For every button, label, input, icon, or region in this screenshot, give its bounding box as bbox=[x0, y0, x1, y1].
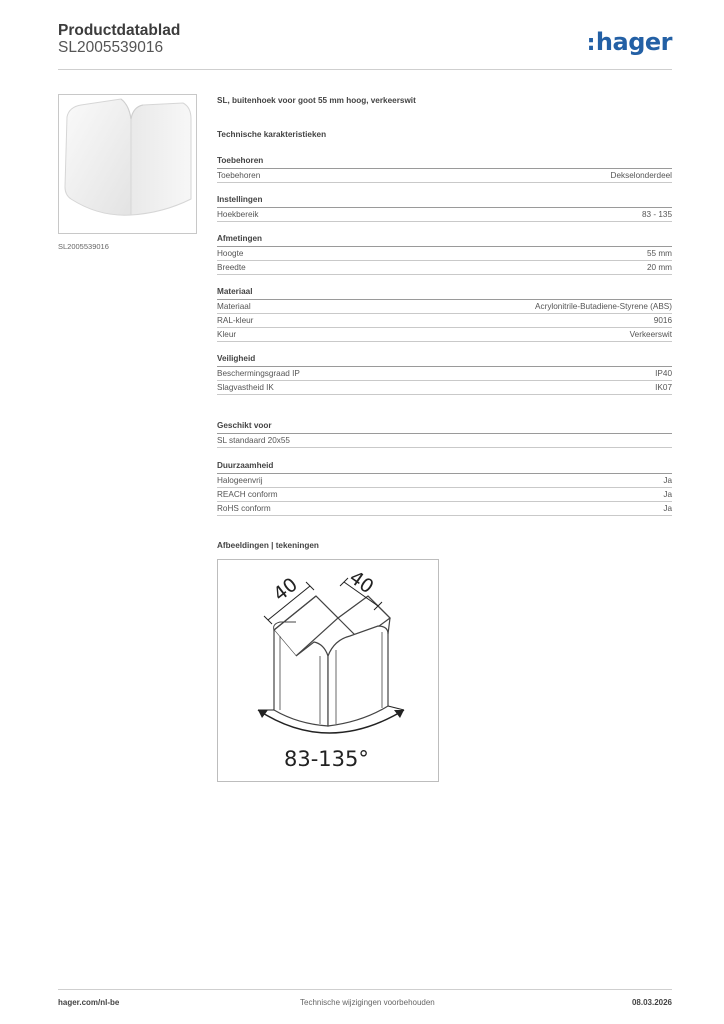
section-title: Duurzaamheid bbox=[217, 460, 672, 474]
header-divider bbox=[58, 69, 672, 70]
spec-row bbox=[217, 502, 672, 516]
spec-value: IK07 bbox=[655, 383, 672, 392]
spec-label: Hoogte bbox=[217, 249, 244, 258]
footer-disclaimer: Technische wijzigingen voorbehouden bbox=[300, 998, 435, 1007]
footer-divider bbox=[58, 989, 672, 990]
image-caption: SL2005539016 bbox=[58, 242, 109, 251]
spec-row bbox=[217, 208, 672, 222]
spec-row bbox=[217, 367, 672, 381]
section-afmetingen bbox=[217, 233, 672, 275]
spec-value: IP40 bbox=[655, 369, 672, 378]
section-veiligheid bbox=[217, 353, 672, 395]
spec-row bbox=[217, 169, 672, 183]
spec-row bbox=[217, 247, 672, 261]
page-title: Productdatablad bbox=[58, 22, 181, 39]
section-materiaal bbox=[217, 286, 672, 342]
footer-website-link[interactable]: hager.com/nl-be bbox=[58, 998, 120, 1007]
section-title: Instellingen bbox=[217, 194, 672, 208]
hager-logo[interactable] bbox=[587, 28, 672, 56]
spec-label: Toebehoren bbox=[217, 171, 261, 180]
product-code: SL2005539016 bbox=[58, 39, 164, 56]
spec-row bbox=[217, 261, 672, 275]
section-title: Materiaal bbox=[217, 286, 672, 300]
logo-dots-icon: : bbox=[586, 31, 595, 56]
spec-label: Kleur bbox=[217, 330, 237, 339]
spec-label: Breedte bbox=[217, 263, 246, 272]
spec-value: Acrylonitrile-Butadiene-Styrene (ABS) bbox=[535, 302, 672, 311]
section-title: Geschikt voor bbox=[217, 420, 672, 434]
technical-drawing bbox=[217, 559, 439, 782]
spec-value: 83 - 135 bbox=[641, 210, 672, 219]
section-geschikt-voor bbox=[217, 420, 672, 448]
product-description: SL, buitenhoek voor goot 55 mm hoog, verkeerswit bbox=[217, 96, 416, 105]
spec-value: Ja bbox=[663, 476, 672, 485]
spec-label: Halogeenvrij bbox=[217, 476, 263, 485]
spec-value: 20 mm bbox=[646, 263, 672, 272]
spec-label: SL standaard 20x55 bbox=[217, 436, 290, 445]
spec-value: 9016 bbox=[653, 316, 672, 325]
dimension-drawing-icon bbox=[218, 560, 438, 781]
section-title: Afmetingen bbox=[217, 233, 672, 247]
spec-row bbox=[217, 328, 672, 342]
spec-row bbox=[217, 474, 672, 488]
spec-label: RoHS conform bbox=[217, 504, 271, 513]
spec-value: 55 mm bbox=[646, 249, 672, 258]
section-duurzaamheid bbox=[217, 460, 672, 516]
section-title: Toebehoren bbox=[217, 155, 672, 169]
spec-row bbox=[217, 488, 672, 502]
spec-label: REACH conform bbox=[217, 490, 278, 499]
logo-text: hager bbox=[595, 28, 672, 56]
tech-heading: Technische karakteristieken bbox=[217, 130, 327, 139]
spec-label: Hoekbereik bbox=[217, 210, 259, 219]
spec-row bbox=[217, 381, 672, 395]
product-image bbox=[58, 94, 197, 234]
spec-value: Verkeerswit bbox=[629, 330, 672, 339]
spec-label: Slagvastheid IK bbox=[217, 383, 274, 392]
corner-piece-photo-icon bbox=[59, 95, 196, 233]
footer-date: 08.03.2026 bbox=[631, 998, 672, 1007]
spec-value: Dekselonderdeel bbox=[610, 171, 672, 180]
spec-label: Beschermingsgraad IP bbox=[217, 369, 300, 378]
spec-value: Ja bbox=[663, 504, 672, 513]
spec-row bbox=[217, 434, 672, 448]
spec-label: RAL-kleur bbox=[217, 316, 254, 325]
drawings-heading: Afbeeldingen | tekeningen bbox=[217, 541, 319, 550]
dimension-right-label: 40 bbox=[345, 566, 378, 599]
section-title: Veiligheid bbox=[217, 353, 672, 367]
spec-row bbox=[217, 300, 672, 314]
spec-row bbox=[217, 314, 672, 328]
section-toebehoren bbox=[217, 155, 672, 183]
spec-label: Materiaal bbox=[217, 302, 251, 311]
angle-label: 83-135° bbox=[284, 747, 369, 771]
dimension-left-label: 40 bbox=[269, 573, 302, 606]
section-instellingen bbox=[217, 194, 672, 222]
spec-value: Ja bbox=[663, 490, 672, 499]
